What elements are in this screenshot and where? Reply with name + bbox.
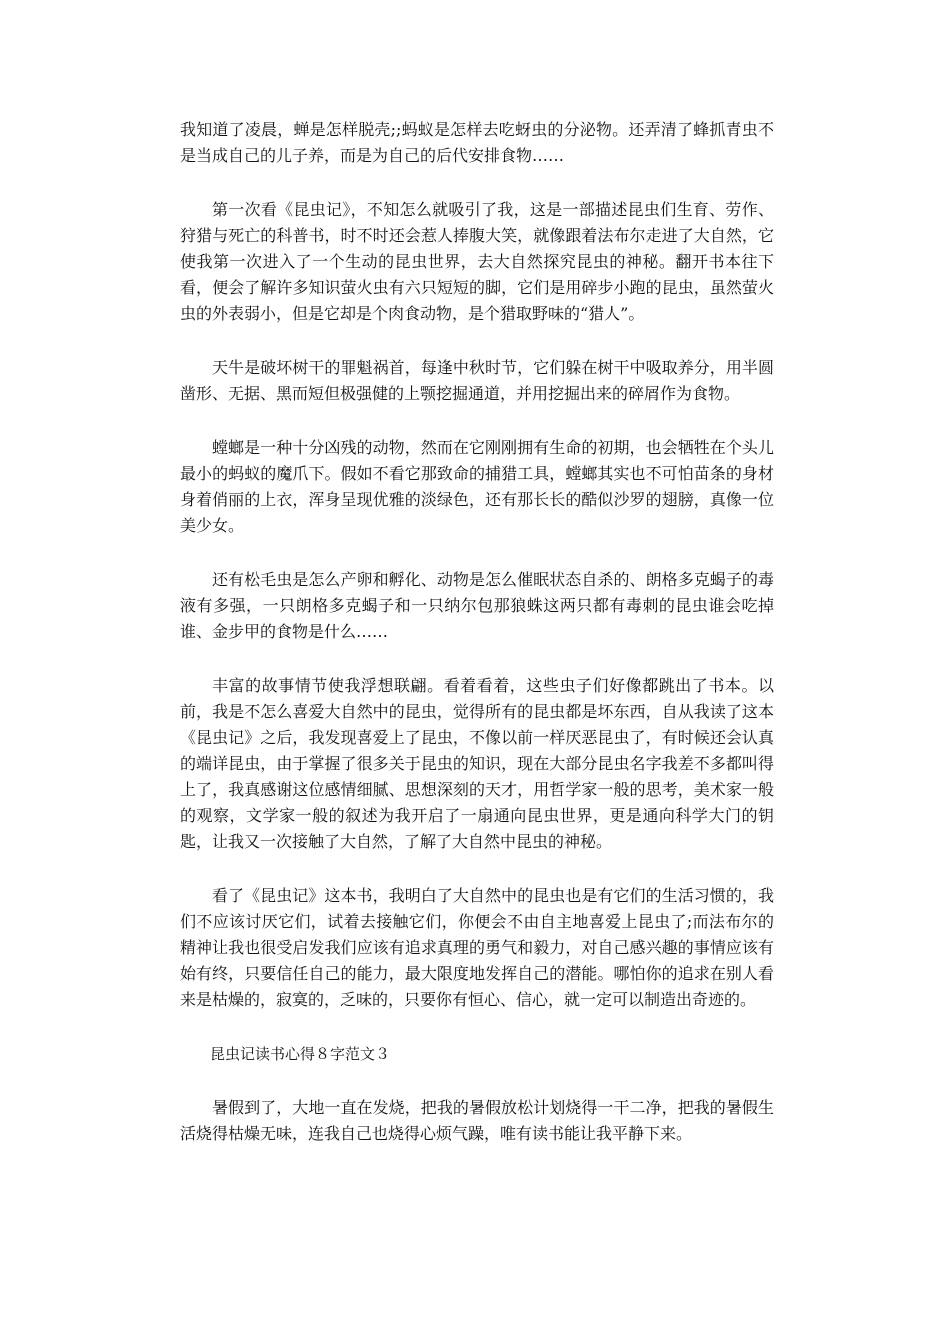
section-title: 昆虫记读书心得８字范文３ (210, 1045, 391, 1063)
paragraph-intro: 我知道了凌晨，蝉是怎样脱壳;;蚂蚁是怎样去吃蚜虫的分泌物。还弄清了蜂抓青虫不是当成自己的儿子养，而是为自己的后代安排食物…… (180, 120, 774, 165)
paragraph-mantis: 螳螂是一种十分凶残的动物，然而在它刚刚拥有生命的初期，也会牺牲在个头儿最小的蚂蚁的魔爪下。假如不看它那致命的捕猎工具，螳螂其实也不可怕苗条的身材身着俏丽的上衣，浑身呈现优雅的淡绿色，还有那长长的酷似沙罗的翅膀，真像一位美少女。 (180, 438, 774, 535)
paragraph-story-reflection: 丰富的故事情节使我浮想联翩。看着看着，这些虫子们好像都跳出了书本。以前，我是不怎么喜爱大自然中的昆虫，觉得所有的昆虫都是坏东西，自从我读了这本《昆虫记》之后，我发现喜爱上了昆虫，不像以前一样厌恶昆虫了，有时候还会认真的端详昆虫，由于掌握了很多关于昆虫的知识，现在大部分昆虫名字我差不多都叫得上了，我真感谢这位感情细腻、思想深刻的天才，用哲学家一般的思考，美术家一般的观察，文学家一般的叙述为我开启了一扇通向昆虫世界，更是通向科学大门的钥匙，让我又一次接触了大自然，了解了大自然中昆虫的神秘。 (180, 676, 774, 851)
paragraph-longhorn-beetle: 天牛是破坏树干的罪魁祸首，每逢中秋时节，它们躲在树干中吸取养分，用半圆凿形、无据、黑而短但极强健的上颚挖掘通道，并用挖掘出来的碎屑作为食物。 (180, 358, 774, 403)
paragraph-conclusion: 看了《昆虫记》这本书，我明白了大自然中的昆虫也是有它们的生活习惯的，我们不应该讨厌它们，试着去接触它们，你便会不由自主地喜爱上昆虫了;而法布尔的精神让我也很受启发我们应该有追求真理的勇气和毅力，对自己感兴趣的事情应该有始有终，只要信任自己的能力，最大限度地发挥自己的潜能。哪怕你的追求在别人看来是枯燥的，寂寞的，乏味的，只要你有恒心、信心，就一定可以制造出奇迹的。 (180, 886, 774, 1009)
document-page (180, 117, 774, 1175)
paragraph-summer-vacation: 暑假到了，大地一直在发烧，把我的暑假放松计划烧得一干二净，把我的暑假生活烧得枯燥无味，连我自己也烧得心烦气躁，唯有读书能让我平静下来。 (180, 1098, 774, 1143)
paragraph-other-insects: 还有松毛虫是怎么产卵和孵化、动物是怎么催眠状态自杀的、朗格多克蝎子的毒液有多强，一只朗格多克蝎子和一只纳尔包那狼蛛这两只都有毒刺的昆虫谁会吃掉谁、金步甲的食物是什么…… (180, 570, 774, 641)
paragraph-first-reading: 第一次看《昆虫记》，不知怎么就吸引了我，这是一部描述昆虫们生育、劳作、狩猎与死亡的科普书，时不时还会惹人捧腹大笑，就像跟着法布尔走进了大自然，它使我第一次进入了一个生动的昆虫世界，去大自然探究昆虫的神秘。翻开书本往下看，便会了解许多知识萤火虫有六只短短的脚，它们是用碎步小跑的昆虫，虽然萤火虫的外表弱小，但是它却是个肉食动物，是个猎取野味的“猎人”。 (180, 200, 774, 323)
